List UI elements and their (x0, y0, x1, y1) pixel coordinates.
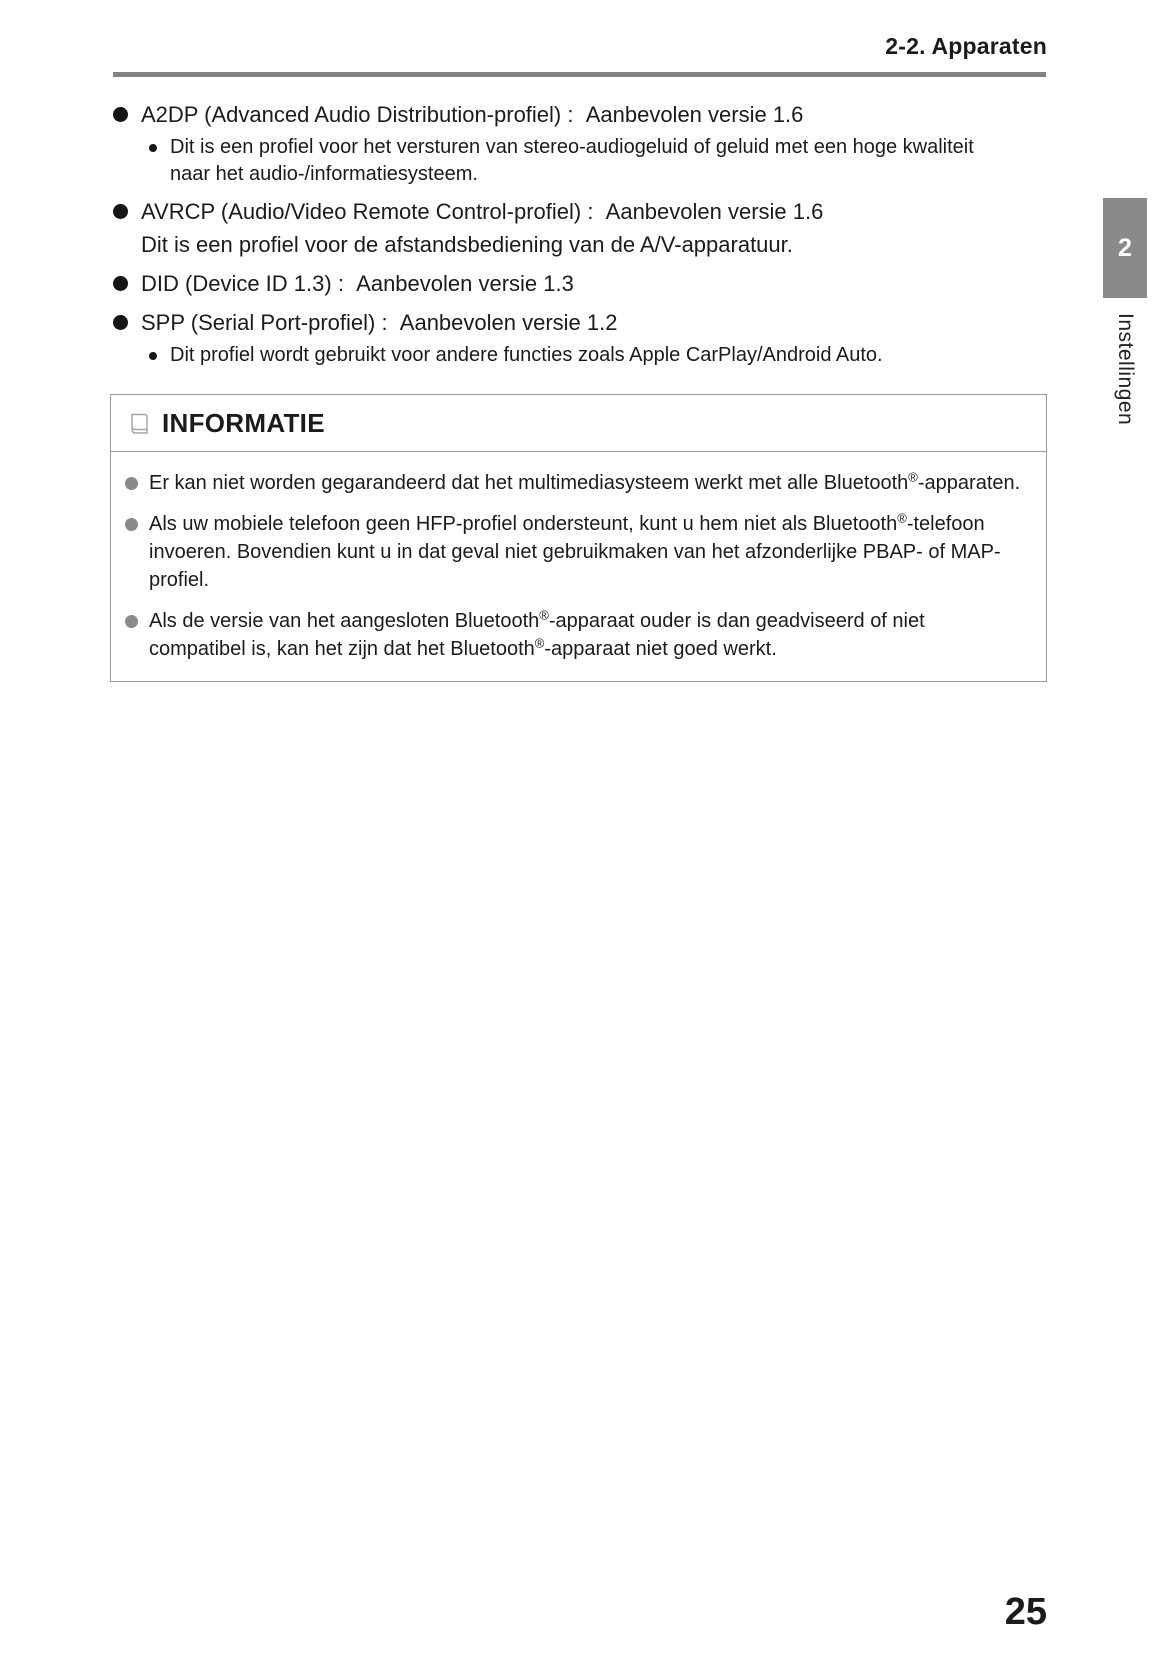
info-bullet-icon (125, 615, 138, 628)
sub-bullet-icon (149, 144, 157, 152)
information-box-header (111, 395, 1046, 452)
info-item (125, 607, 1022, 663)
info-item-text: Als de versie van het aangesloten Bluetooth®-apparaat ouder is dan geadviseerd of niet compatibel is, kan het zijn dat het Bluetooth®-apparaat niet goed werkt. (149, 607, 925, 660)
section-header: 2-2. Apparaten (885, 33, 1047, 59)
registered-trademark: ® (897, 510, 907, 526)
profile-title (113, 99, 1047, 130)
information-box (110, 394, 1047, 682)
bullet-icon (113, 315, 128, 330)
profile-item (113, 307, 1047, 369)
profile-title-text: AVRCP (Audio/Video Remote Control-profiel) : Aanbevolen versie 1.6 (141, 199, 824, 224)
information-box-body (111, 452, 1046, 681)
bullet-icon (113, 276, 128, 291)
registered-trademark: ® (539, 607, 549, 623)
sub-bullet-icon (149, 352, 157, 360)
info-bullet-icon (125, 518, 138, 531)
bullet-icon (113, 204, 128, 219)
profile-details (113, 134, 1047, 188)
bullet-icon (113, 107, 128, 122)
profile-title (113, 268, 1047, 299)
chapter-label-wrap (1103, 313, 1147, 425)
profile-list (113, 99, 1047, 377)
profile-detail (149, 342, 1047, 369)
info-item-text: Er kan niet worden gegarandeerd dat het multimediasysteem werkt met alle Bluetooth®-apparaten. (149, 469, 1021, 494)
profile-detail (149, 134, 1047, 188)
information-box-title: INFORMATIE (162, 407, 325, 438)
registered-trademark: ® (908, 469, 918, 485)
chapter-label-vertical: Instellingen (1114, 313, 1137, 426)
header-rule (113, 72, 1046, 77)
info-item (125, 510, 1022, 594)
page-number: 25 (1004, 1591, 1047, 1633)
profile-detail-text: Dit is een profiel voor de afstandsbediening van de A/V-apparatuur. (141, 232, 793, 257)
profile-details (113, 229, 1047, 260)
profile-item (113, 99, 1047, 188)
profile-detail (141, 229, 1047, 260)
info-item-text: Als uw mobiele telefoon geen HFP-profiel ondersteunt, kunt u hem niet als Bluetooth®-telefoon invoeren. Bovendien kunt u in dat geval niet gebruikmaken van het afzonderlijke PBAP- of MAP-profiel. (149, 510, 1001, 591)
chapter-tab (1103, 198, 1147, 298)
profile-details (113, 342, 1047, 369)
registered-trademark: ® (534, 635, 545, 651)
profile-title-text: DID (Device ID 1.3) : Aanbevolen versie 1.3 (141, 271, 574, 296)
informatie-book-icon (128, 412, 151, 436)
profile-item (113, 196, 1047, 260)
profile-detail-text: Dit is een profiel voor het versturen van stereo-audiogeluid of geluid met een hoge kwaliteit naar het audio-/informatiesysteem. (170, 136, 974, 185)
profile-item (113, 268, 1047, 299)
profile-title-text: SPP (Serial Port-profiel) : Aanbevolen versie 1.2 (141, 310, 618, 335)
chapter-number: 2 (1118, 233, 1132, 262)
profile-detail-text: Dit profiel wordt gebruikt voor andere functies zoals Apple CarPlay/Android Auto. (170, 344, 883, 366)
profile-title (113, 196, 1047, 227)
profile-title-text: A2DP (Advanced Audio Distribution-profiel) : Aanbevolen versie 1.6 (141, 102, 804, 127)
info-bullet-icon (125, 477, 138, 490)
profile-title (113, 307, 1047, 338)
info-item (125, 469, 1022, 497)
